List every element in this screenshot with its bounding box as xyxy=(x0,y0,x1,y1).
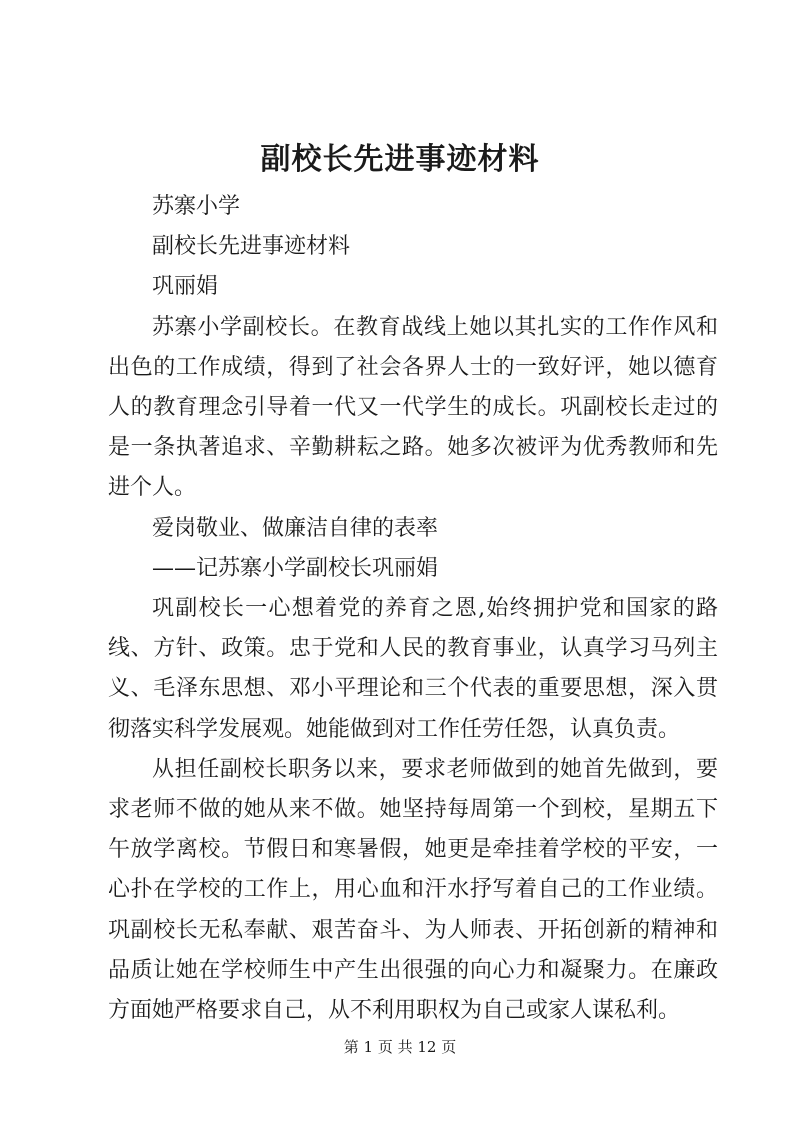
paragraph-dedication: 从担任副校长职务以来，要求老师做到的她首先做到，要求老师不做的她从来不做。她坚持每周第一个到校，星期五下午放学离校。节假日和寒暑假，她更是牵挂着学校的平安，一心扑在学校的工作上，用心血和汗水抒写着自己的工作业绩。巩副校长无私奉献、艰苦奋斗、为人师表、开拓创新的精神和品质让她在学校师生中产生出很强的向心力和凝聚力。在廉政方面她严格要求自己，从不利用职权为自己或家人谋私利。 xyxy=(108,756,718,1024)
page-footer: 第 1 页 共 12 页 xyxy=(343,1038,457,1056)
paragraph-heading: 爱岗敬业、做廉洁自律的表率 xyxy=(152,515,439,541)
paragraph-author: 巩丽娟 xyxy=(152,274,219,300)
paragraph-school: 苏寨小学 xyxy=(152,194,241,219)
paragraph-byline: ——记苏寨小学副校长巩丽娟 xyxy=(152,555,439,581)
paragraph-subtitle: 副校长先进事迹材料 xyxy=(152,234,351,260)
document-body xyxy=(108,187,718,1031)
paragraph-politics: 巩副校长一心想着党的养育之恩,始终拥护党和国家的路线、方针、政策。忠于党和人民的教育事业，认真学习马列主义、毛泽东思想、邓小平理论和三个代表的重要思想，深入贯彻落实科学发展观。她能做到对工作任劳任怨，认真负责。 xyxy=(108,596,718,742)
paragraph-intro: 苏寨小学副校长。在教育战线上她以其扎实的工作作风和出色的工作成绩，得到了社会各界人士的一致好评，她以德育人的教育理念引导着一代又一代学生的成长。巩副校长走过的是一条执著追求、辛勤耕耘之路。她多次被评为优秀教师和先进个人。 xyxy=(108,314,718,501)
document-title: 副校长先进事迹材料 xyxy=(260,142,540,177)
